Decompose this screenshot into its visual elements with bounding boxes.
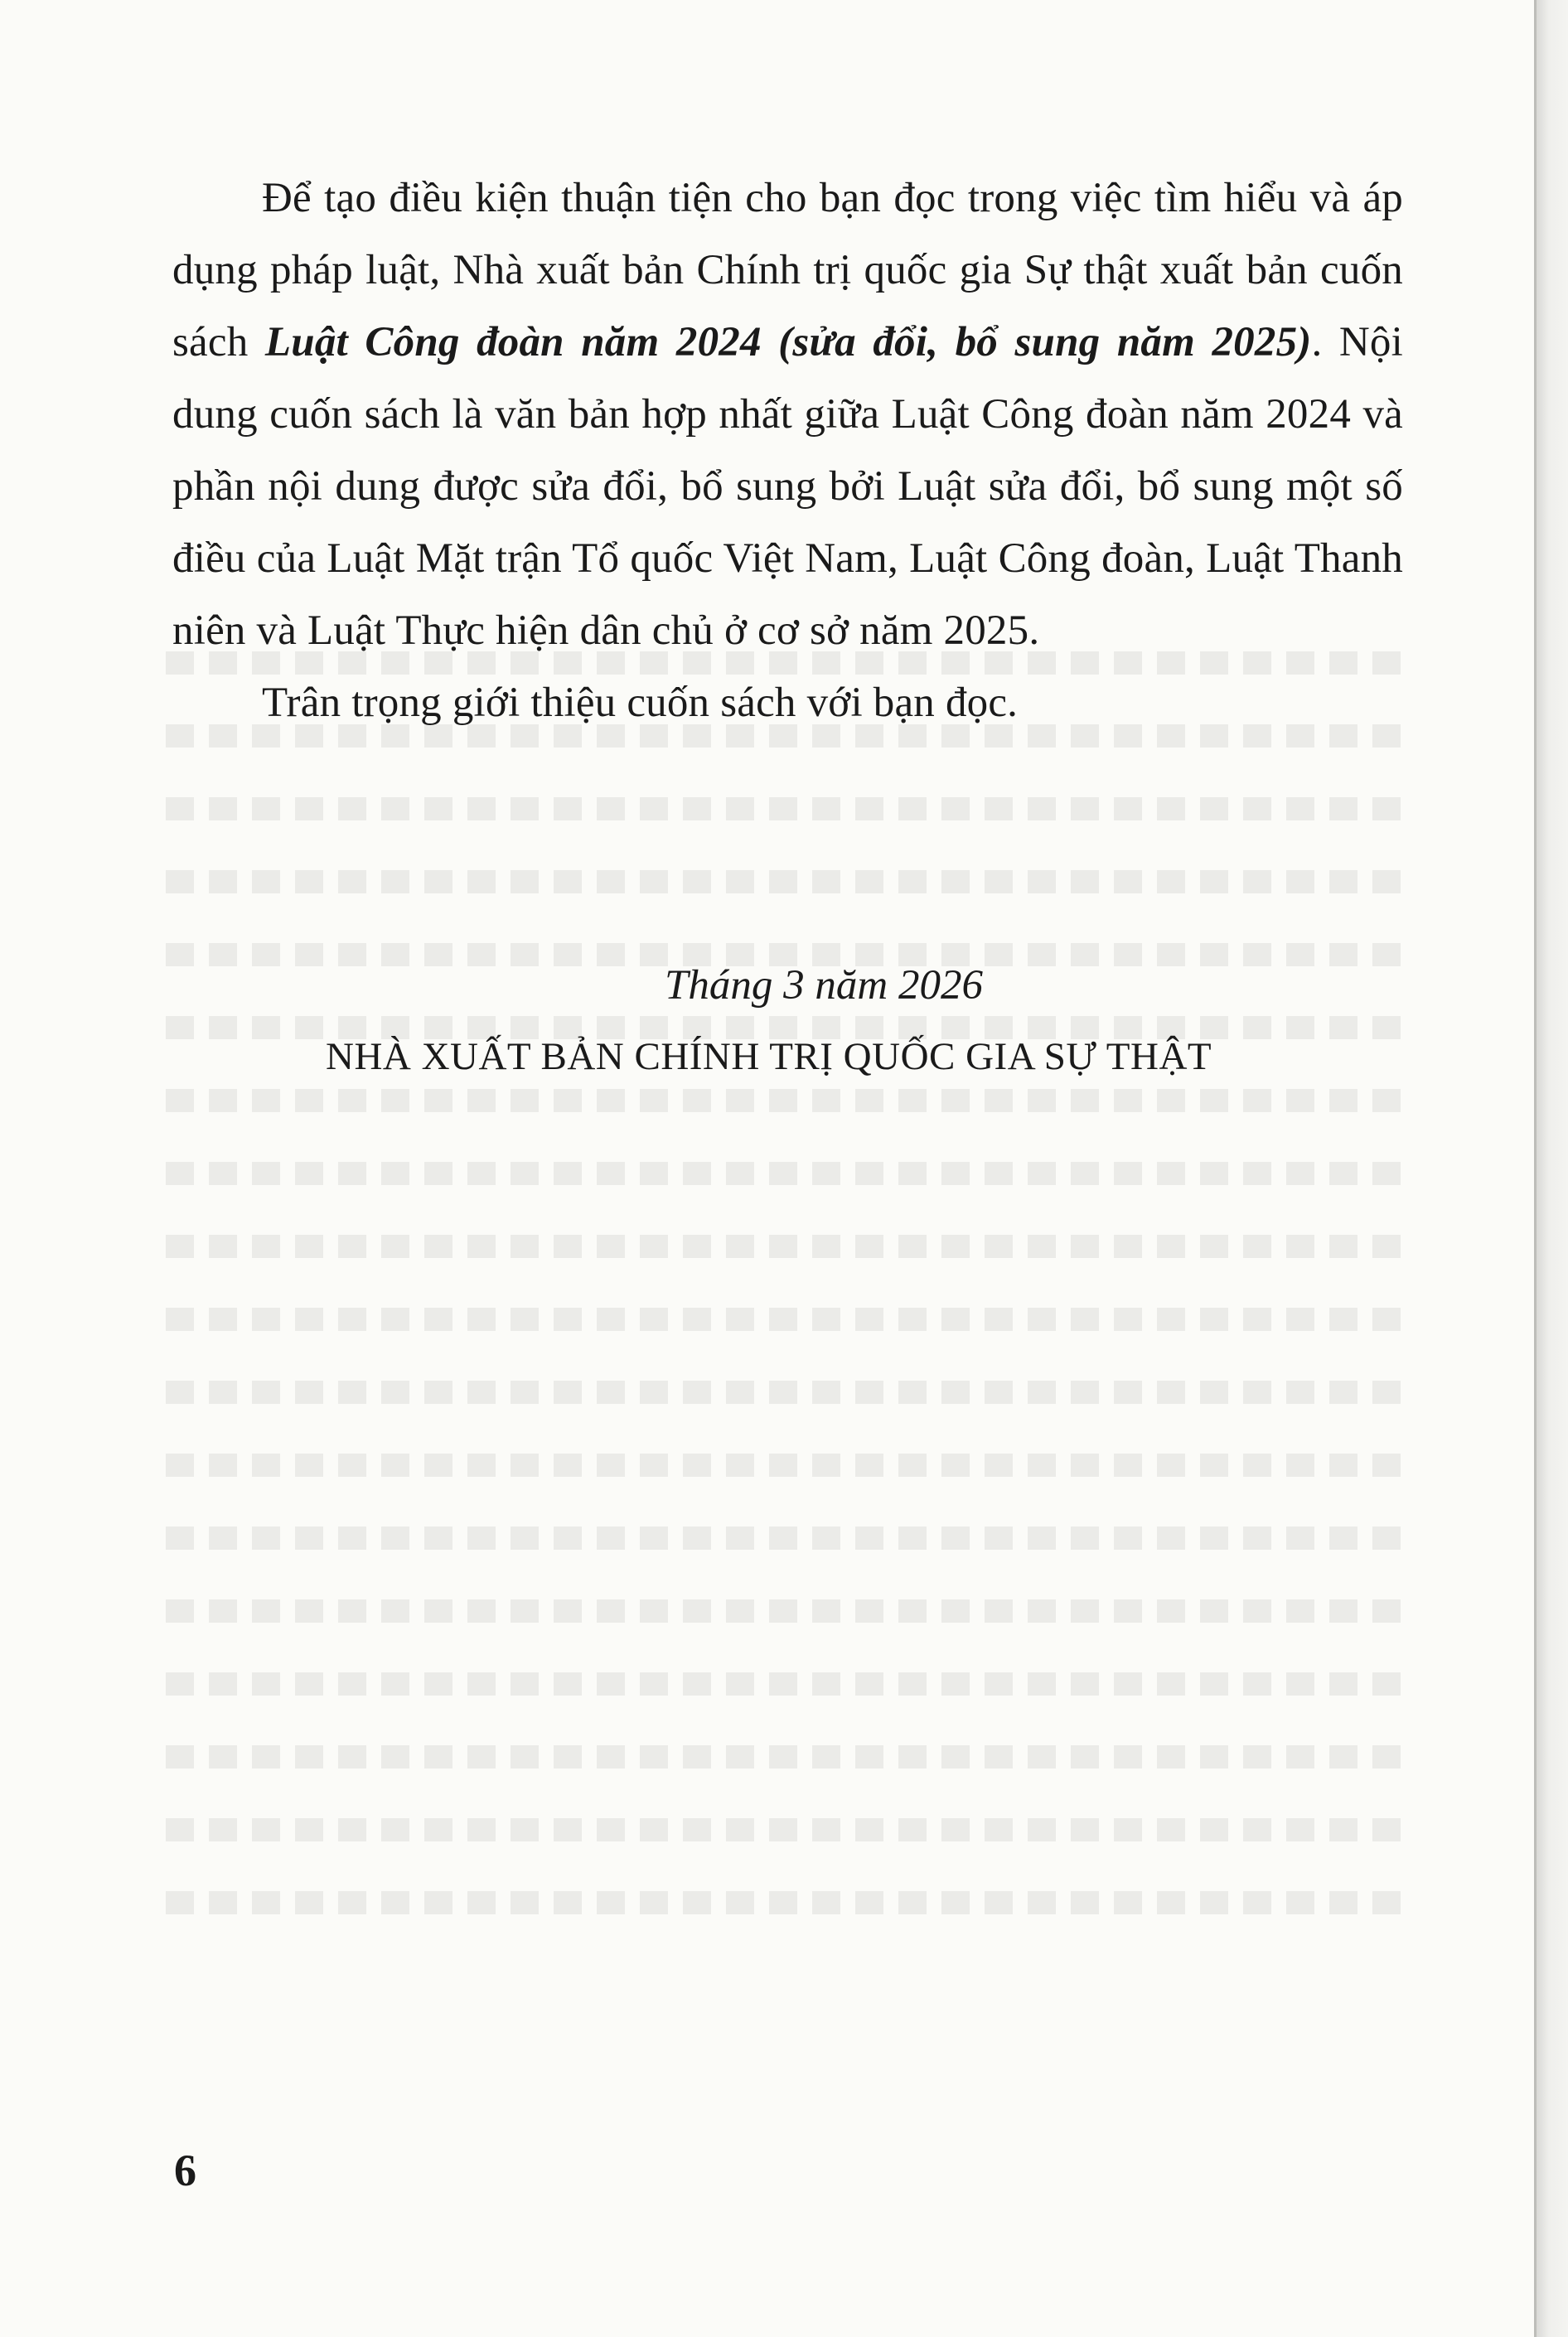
paragraph-start: Để tạo điều kiện thuận tiện cho bạn đọc trong việc tìm hiểu và áp dụng pháp luật, Nhà xuất bản Chính trị quốc gia Sự thật xuất bản cuốn sách [172,175,1403,365]
intro-paragraph [172,162,1403,667]
signature-date: Tháng 3 năm 2026 [665,962,983,1009]
publisher-name: NHÀ XUẤT BẢN CHÍNH TRỊ QUỐC GIA SỰ THẬT [326,1035,1212,1078]
page-edge [1534,0,1568,2337]
show-through-text [166,630,1409,2039]
book-title: Luật Công đoàn năm 2024 (sửa đổi, bổ sung năm 2025) [264,319,1312,365]
main-text [172,162,1403,739]
closing-sentence: Trân trọng giới thiệu cuốn sách với bạn đọc. [262,680,1019,726]
paragraph-end: . Nội dung cuốn sách là văn bản hợp nhất giữa Luật Công đoàn năm 2024 và phần nội dung được sửa đổi, bổ sung bởi Luật sửa đổi, bổ sung một số điều của Luật Mặt trận Tổ quốc Việt Nam, Luật Công đoàn, Luật Thanh niên và Luật Thực hiện dân chủ ở cơ sở năm 2025. [172,319,1403,654]
page-number: 6 [174,2146,196,2195]
